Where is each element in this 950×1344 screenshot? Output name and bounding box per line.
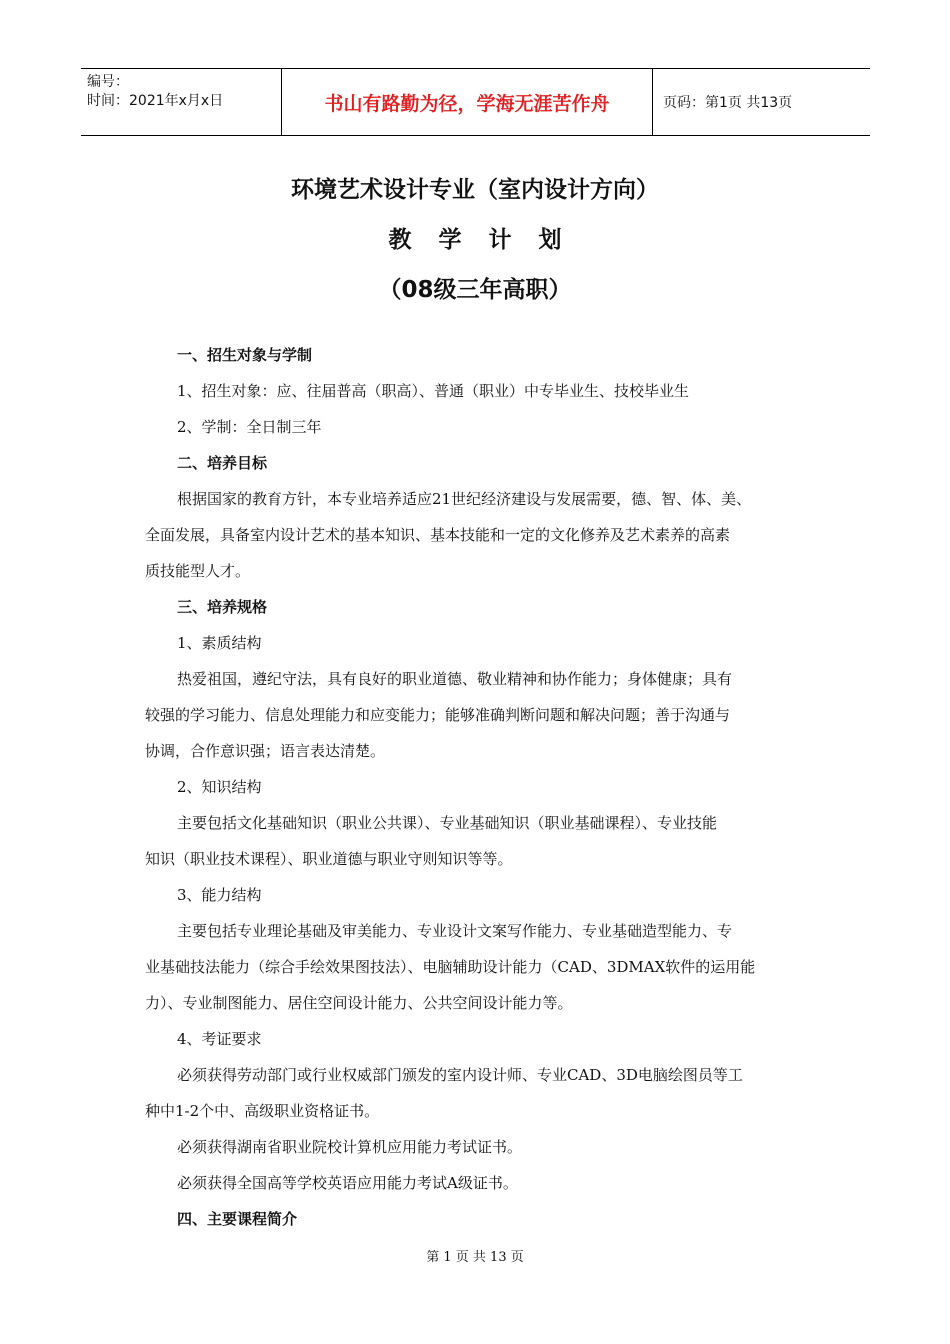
paragraph-line: 3、能力结构 <box>177 886 262 904</box>
paragraph-line: 较强的学习能力、信息处理能力和应变能力；能够准确判断问题和解决问题；善于沟通与 <box>145 706 731 724</box>
paragraph-line: 质技能型人才。 <box>145 562 251 580</box>
date-label: 时间：2021年x月x日 <box>87 93 224 109</box>
doc-subtitle: 教学计划 <box>388 227 589 253</box>
paragraph-line: 必须获得全国高等学校英语应用能力考试A级证书。 <box>177 1174 518 1192</box>
paragraph-line: 业基础技法能力（综合手绘效果图技法）、电脑辅助设计能力（CAD、3DMAX软件的运用能 <box>145 958 756 976</box>
doc-grade: （08级三年高职） <box>378 277 572 303</box>
paragraph-line: 热爱祖国，遵纪守法，具有良好的职业道德、敬业精神和协作能力；身体健康；具有 <box>177 670 733 688</box>
paragraph-line: 知识（职业技术课程）、职业道德与职业守则知识等等。 <box>145 850 513 868</box>
paragraph-line: 主要包括文化基础知识（职业公共课）、专业基础知识（职业基础课程）、专业技能 <box>177 814 718 832</box>
paragraph-line: 2、学制：全日制三年 <box>177 418 322 436</box>
paragraph-line: 根据国家的教育方针，本专业培养适应21世纪经济建设与发展需要，德、智、体、美、 <box>177 490 752 508</box>
paragraph-line: 1、招生对象：应、往届普高（职高）、普通（职业）中专毕业生、技校毕业生 <box>177 382 690 400</box>
paragraph-line: 力）、专业制图能力、居住空间设计能力、公共空间设计能力等。 <box>145 994 573 1012</box>
header-motto: 书山有路勤为径，学海无涯苦作舟 <box>281 69 653 135</box>
paragraph-line: 协调，合作意识强；语言表达清楚。 <box>145 742 386 760</box>
paragraph-line: 种中1-2个中、高级职业资格证书。 <box>145 1102 380 1120</box>
paragraph-line: 全面发展，具备室内设计艺术的基本知识、基本技能和一定的文化修养及艺术素养的高素 <box>145 526 731 544</box>
page-header <box>81 68 870 136</box>
paragraph-line: 4、考证要求 <box>177 1030 262 1048</box>
page-footer: 第 1 页 共 13 页 <box>426 1250 524 1265</box>
doc-body <box>145 343 810 1243</box>
doc-title: 环境艺术设计专业（室内设计方向） <box>291 177 659 203</box>
section-heading: 三、培养规格 <box>177 598 268 616</box>
section-heading: 四、主要课程简介 <box>177 1210 298 1228</box>
paragraph-line: 2、知识结构 <box>177 778 262 796</box>
header-meta <box>81 69 281 135</box>
number-label: 编号： <box>87 74 129 90</box>
section-heading: 一、招生对象与学制 <box>177 346 313 364</box>
paragraph-line: 1、素质结构 <box>177 634 262 652</box>
header-page-info: 页码：第1页 共13页 <box>663 95 793 111</box>
section-heading: 二、培养目标 <box>177 454 268 472</box>
paragraph-line: 必须获得湖南省职业院校计算机应用能力考试证书。 <box>177 1138 523 1156</box>
paragraph-line: 主要包括专业理论基础及审美能力、专业设计文案写作能力、专业基础造型能力、专 <box>177 922 733 940</box>
paragraph-line: 必须获得劳动部门或行业权威部门颁发的室内设计师、专业CAD、3D电脑绘图员等工 <box>177 1066 743 1084</box>
